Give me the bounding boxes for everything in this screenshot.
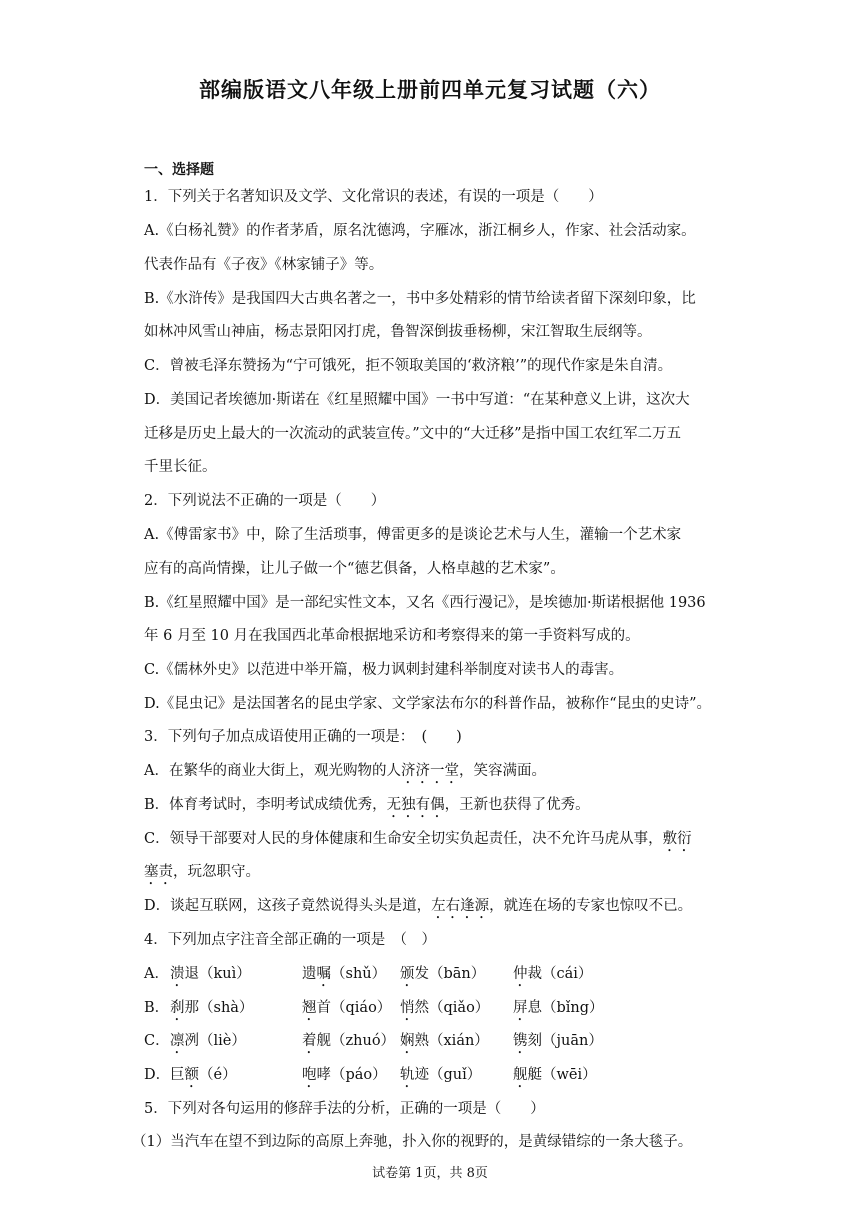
phonetic-item <box>513 1031 603 1057</box>
q4-option-row <box>144 998 604 1018</box>
item-text: 退（kuì） <box>184 966 251 982</box>
dotted-character: 凛 <box>170 1033 185 1049</box>
q4-option-row <box>144 964 593 984</box>
dotted-character: 舰 <box>513 1067 528 1083</box>
dotted-idiom: 左右逢源 <box>431 898 490 914</box>
phonetic-item <box>513 998 604 1024</box>
option-text: ，玩忽职守。 <box>173 864 260 880</box>
phonetic-item <box>400 1065 481 1091</box>
phonetic-item <box>400 964 485 990</box>
phonetic-item <box>513 964 592 990</box>
item-text: 发（bān） <box>414 966 486 982</box>
item-text: 熟（xián） <box>414 1033 489 1049</box>
phonetic-item <box>400 998 489 1024</box>
option-label: A． <box>144 966 169 982</box>
item-text: 然（qiǎo） <box>414 1000 490 1016</box>
q1-option-b-line1: B.《水浒传》是我国四大古典名著之一，书中多处精彩的情节给读者留下深刻印象，比 <box>144 291 696 307</box>
q1-option-a-line1: A.《白杨礼赞》的作者茅盾，原名沈德鸿，字雁冰，浙江桐乡人，作家、社会活动家。 <box>144 223 696 239</box>
q4-option-row <box>144 1031 603 1051</box>
dotted-character: 娴 <box>400 1033 415 1049</box>
q2-option-d: D.《昆虫记》是法国著名的昆虫学家、文学家法布尔的科普作品，被称作“昆虫的史诗”。 <box>144 696 712 712</box>
option-text: ，笑容满面。 <box>458 763 546 779</box>
phonetic-item <box>302 964 386 990</box>
dotted-character: 仲 <box>513 966 528 982</box>
phonetic-item <box>302 998 391 1024</box>
dotted-character: 颁 <box>400 966 415 982</box>
option-label: B． <box>144 1000 170 1016</box>
q1-option-a-line2: 代表作品有《子夜》《林家铺子》等。 <box>144 257 384 273</box>
q3-option-d <box>144 896 692 922</box>
item-text: 那（shà） <box>184 1000 254 1016</box>
dotted-character: 咆 <box>302 1067 317 1083</box>
question-2-stem: 2．下列说法不正确的一项是（ ） <box>144 493 386 509</box>
option-text: A．在繁华的商业大街上，观光购物的人 <box>144 763 401 779</box>
question-1-stem: 1．下列关于名著知识及文学、文化常识的表述，有误的一项是（ ） <box>144 189 603 205</box>
dotted-character: 嘱 <box>316 966 331 982</box>
q1-option-d-line2: 迁移是历史上最大的一次流动的武装宣传。”文中的“大迁移”是指中国工农红军二万五 <box>144 426 681 442</box>
item-text: 哮（páo） <box>316 1067 387 1083</box>
q3-option-c-line1 <box>144 829 692 855</box>
q2-option-a-line2: 应有的高尚情操，让儿子做一个“德艺俱备，人格卓越的艺术家”。 <box>144 561 565 577</box>
question-4-stem: 4．下列加点字注音全部正确的一项是 （ ） <box>144 932 436 948</box>
item-text: 巨 <box>170 1067 185 1083</box>
item-text: 刻（juān） <box>527 1033 603 1049</box>
dotted-character: 轨 <box>400 1067 415 1083</box>
dotted-character: 镌 <box>513 1033 528 1049</box>
q3-option-b <box>144 795 590 821</box>
dotted-character: 刹 <box>170 1000 185 1016</box>
item-text: 冽（liè） <box>184 1033 246 1049</box>
q3-option-c-line2 <box>144 862 260 888</box>
option-label: D． <box>144 1067 171 1083</box>
phonetic-item <box>170 1065 237 1091</box>
dotted-character: 溃 <box>170 966 185 982</box>
item-text: 首（qiáo） <box>316 1000 392 1016</box>
question-5-stem: 5．下列对各句运用的修辞手法的分析，正确的一项是（ ） <box>144 1101 545 1117</box>
q1-option-c: C．曾被毛泽东赞扬为“宁可饿死，拒不领取美国的‘救济粮’”的现代作家是朱自清。 <box>144 358 673 374</box>
q3-option-a <box>144 761 546 787</box>
item-text: 遗 <box>302 966 317 982</box>
q5-sentence-1: （1）当汽车在望不到边际的高原上奔驰，扑入你的视野的，是黄绿错综的一条大毯子。 <box>132 1134 693 1150</box>
item-text: 迹（guǐ） <box>414 1067 482 1083</box>
option-text: ，就连在场的专家也惊叹不已。 <box>489 898 693 914</box>
page-title: 部编版语文八年级上册前四单元复习试题（六） <box>199 78 661 102</box>
phonetic-item <box>400 1031 489 1057</box>
q1-option-d-line3: 千里长征。 <box>144 459 217 475</box>
dotted-character: 额 <box>184 1067 199 1083</box>
dotted-character: 屏 <box>513 1000 528 1016</box>
option-label: C． <box>144 1033 170 1049</box>
phonetic-item <box>513 1065 597 1091</box>
q1-option-d-line1: D．美国记者埃德加·斯诺在《红星照耀中国》一书中写道：“在某种意义上讲，这次大 <box>144 392 690 408</box>
phonetic-item <box>170 998 253 1024</box>
q2-option-b-line1: B.《红星照耀中国》是一部纪实性文本，又名《西行漫记》，是埃德加·斯诺根据他 1936 <box>144 595 706 611</box>
phonetic-item <box>302 1065 387 1091</box>
item-text: （shǔ） <box>331 966 387 982</box>
phonetic-item <box>170 1031 246 1057</box>
option-text: ，王新也获得了优秀。 <box>444 797 590 813</box>
dotted-character: 翘 <box>302 1000 317 1016</box>
page-footer: 试卷第 1页，共 8页 <box>372 1166 488 1181</box>
option-text: C．领导干部要对人民的身体健康和生命安全切实负起责任，决不允许马虎从事， <box>144 831 663 847</box>
q2-option-a-line1: A.《傅雷家书》中，除了生活琐事，傅雷更多的是谈论艺术与人生，灌输一个艺术家 <box>144 527 682 543</box>
dotted-character: 着 <box>302 1033 317 1049</box>
q1-option-b-line2: 如林冲风雪山神庙，杨志景阳冈打虎，鲁智深倒拔垂杨柳，宋江智取生辰纲等。 <box>144 324 652 340</box>
section-heading: 一、选择题 <box>144 162 214 178</box>
question-3-stem: 3．下列句子加点成语使用正确的一项是： ( ) <box>144 729 462 745</box>
item-text: （é） <box>199 1067 237 1083</box>
phonetic-item <box>302 1031 395 1057</box>
dotted-idiom: 塞责 <box>144 864 173 880</box>
q4-option-row <box>144 1065 597 1085</box>
dotted-character: 悄 <box>400 1000 415 1016</box>
item-text: 舰（zhuó） <box>316 1033 396 1049</box>
option-text: B．体育考试时，李明考试成绩优秀， <box>144 797 387 813</box>
item-text: 艇（wēi） <box>527 1067 597 1083</box>
item-text: 裁（cái） <box>527 966 593 982</box>
q2-option-c: C.《儒林外史》以范进中举开篇，极力讽刺封建科举制度对读书人的毒害。 <box>144 662 624 678</box>
option-text: D．谈起互联网，这孩子竟然说得头头是道， <box>144 898 432 914</box>
dotted-idiom: 济济一堂 <box>400 763 459 779</box>
dotted-idiom: 无独有偶 <box>386 797 445 813</box>
phonetic-item <box>170 964 251 990</box>
dotted-idiom: 敷衍 <box>662 831 692 847</box>
q2-option-b-line2: 年 6 月至 10 月在我国西北革命根据地采访和考察得来的第一手资料写成的。 <box>144 628 640 644</box>
item-text: 息（bǐng） <box>527 1000 604 1016</box>
